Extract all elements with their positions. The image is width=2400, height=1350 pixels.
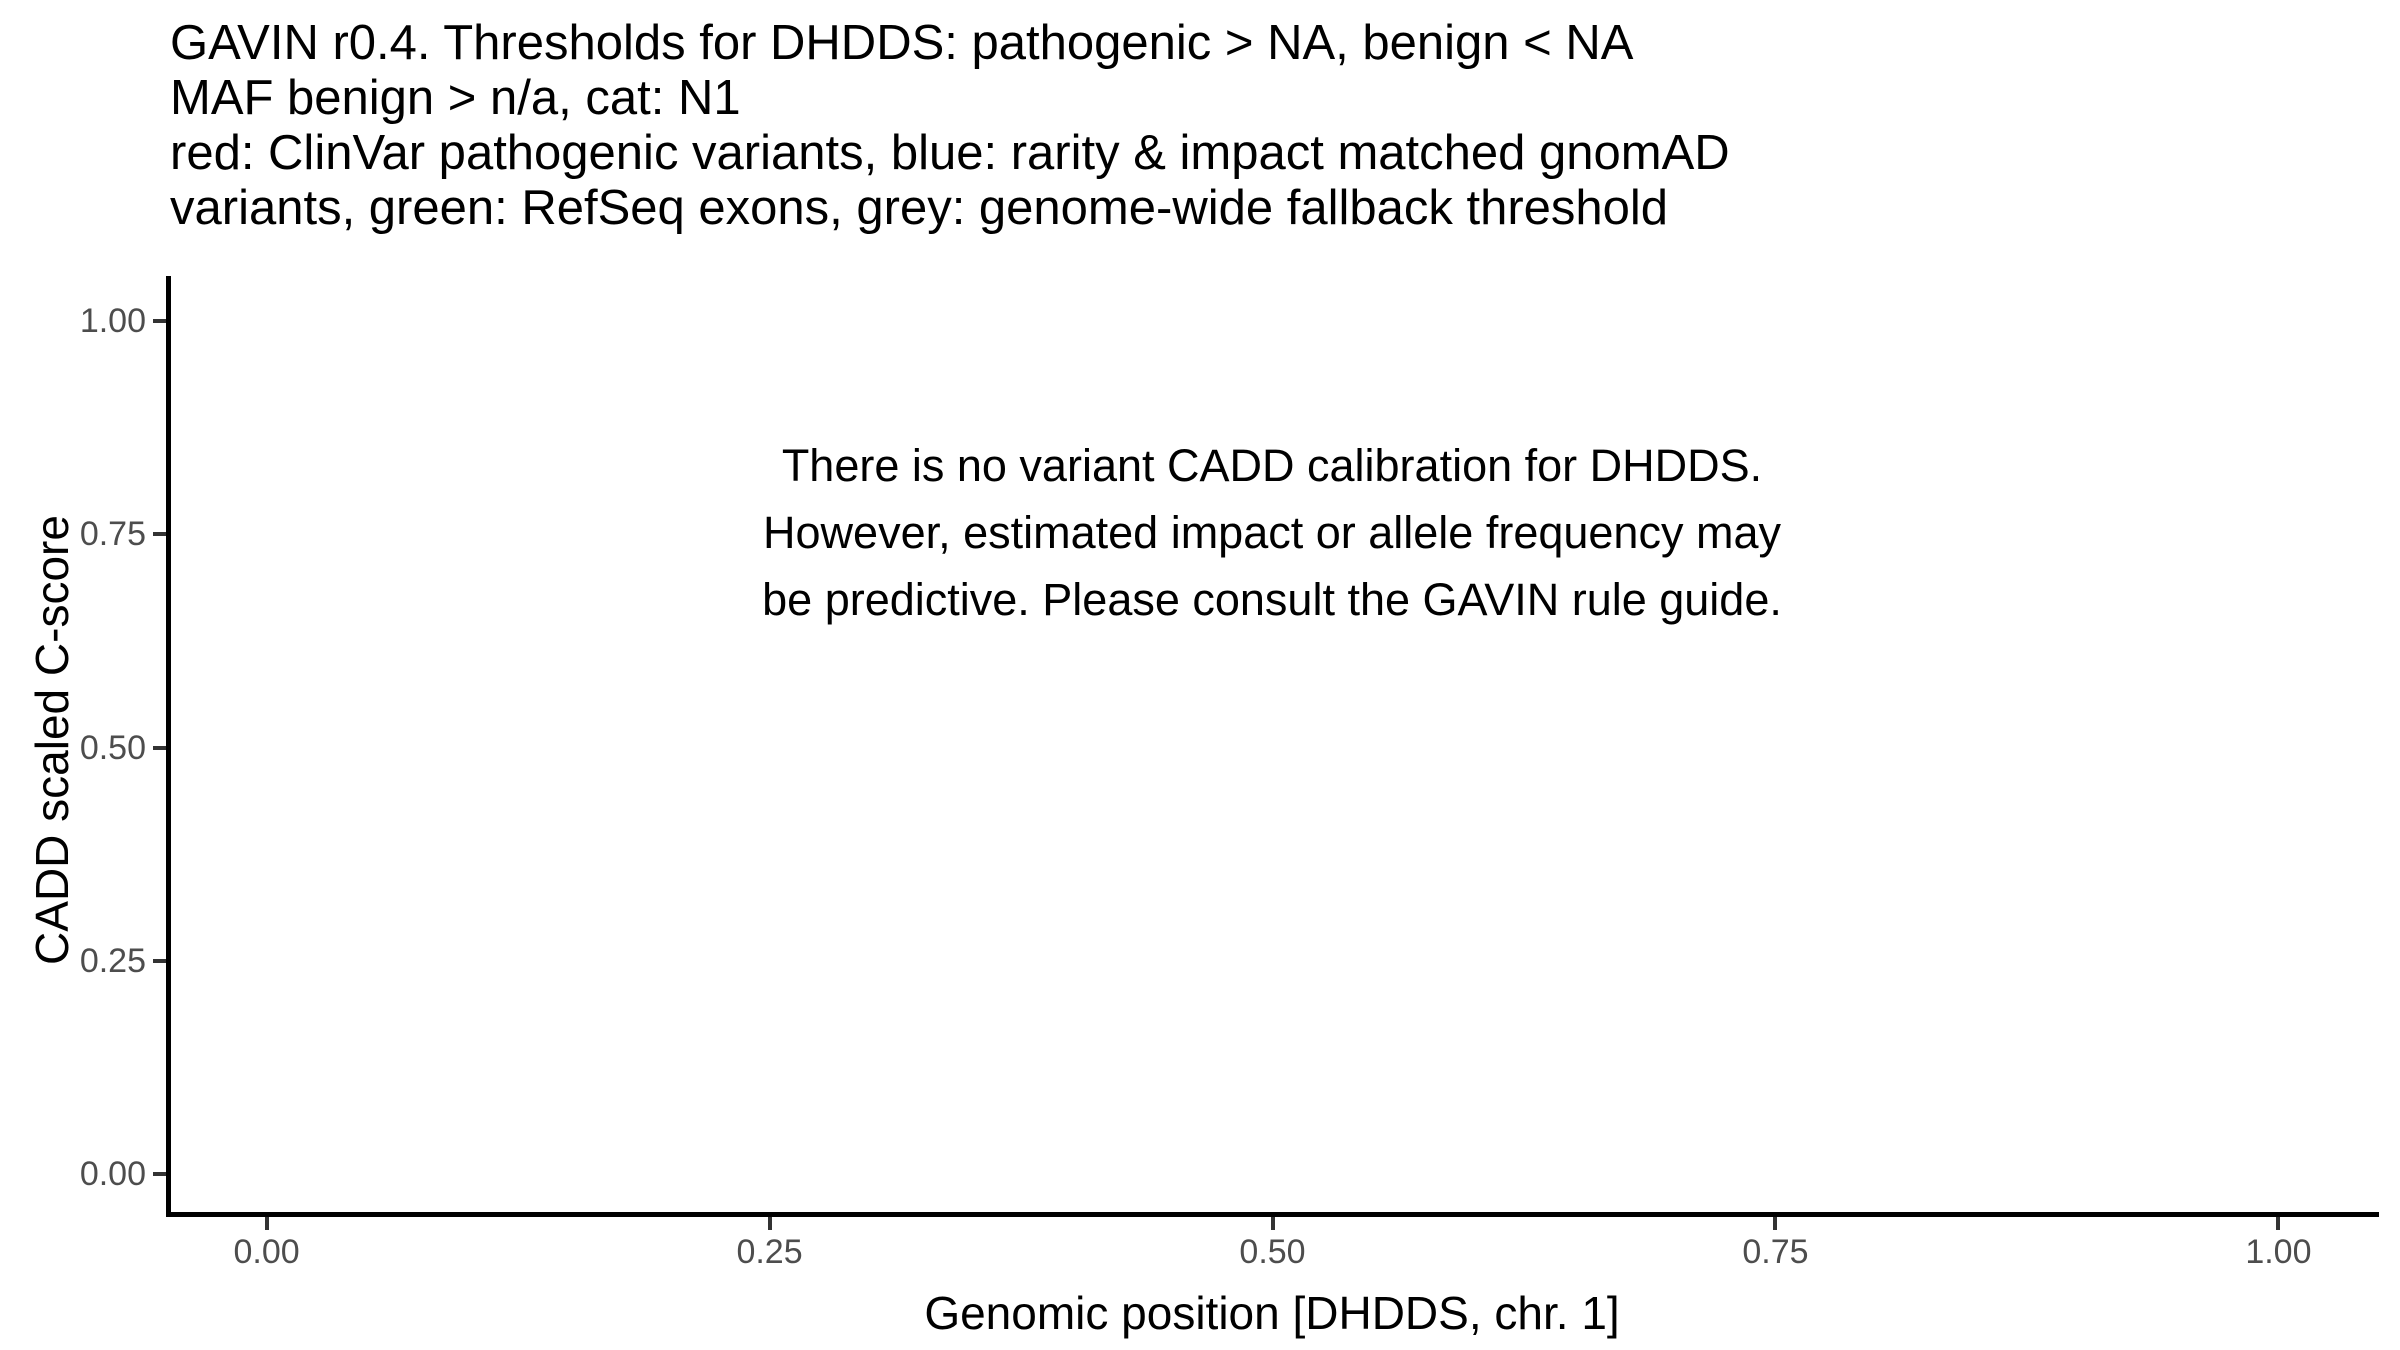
x-tick-label: 0.75 [1742, 1233, 1809, 1271]
plot-title-line: red: ClinVar pathogenic variants, blue: rarity & impact matched gnomAD [170, 126, 1730, 180]
annotation-line: There is no variant CADD calibration for DHDDS. [781, 440, 1763, 491]
no-calibration-annotation [762, 432, 1782, 633]
plot-title [170, 16, 1730, 236]
y-tick-mark [153, 746, 166, 750]
y-tick-mark [153, 959, 166, 963]
x-tick-mark [265, 1217, 269, 1230]
x-tick-mark [2276, 1217, 2280, 1230]
y-tick-mark [153, 1172, 166, 1176]
y-tick-mark [153, 319, 166, 323]
plot-title-line: GAVIN r0.4. Thresholds for DHDDS: pathogenic > NA, benign < NA [170, 16, 1634, 70]
plot-title-line: variants, green: RefSeq exons, grey: genome-wide fallback threshold [170, 181, 1669, 235]
y-tick-label: 0.50 [79, 728, 146, 767]
y-tick-label: 0.25 [79, 941, 146, 980]
x-tick-label: 1.00 [2245, 1233, 2312, 1271]
x-axis-title: Genomic position [DHDDS, chr. 1] [924, 1287, 1620, 1339]
x-tick-mark [768, 1217, 772, 1230]
y-axis-title: CADD scaled C-score [26, 515, 78, 965]
x-tick-mark [1773, 1217, 1777, 1230]
annotation-line: be predictive. Please consult the GAVIN rule guide. [762, 574, 1782, 625]
x-tick-label: 0.00 [233, 1233, 300, 1271]
x-tick-label: 0.25 [736, 1233, 803, 1271]
y-tick-mark [153, 532, 166, 536]
x-tick-mark [1271, 1217, 1275, 1230]
plot-title-line: MAF benign > n/a, cat: N1 [170, 71, 741, 125]
x-tick-label: 0.50 [1239, 1233, 1306, 1271]
y-tick-label: 0.00 [79, 1155, 146, 1194]
annotation-line: However, estimated impact or allele frequency may [763, 507, 1781, 558]
y-tick-label: 0.75 [79, 515, 146, 554]
y-axis-line [166, 276, 171, 1217]
y-tick-label: 1.00 [79, 301, 146, 340]
